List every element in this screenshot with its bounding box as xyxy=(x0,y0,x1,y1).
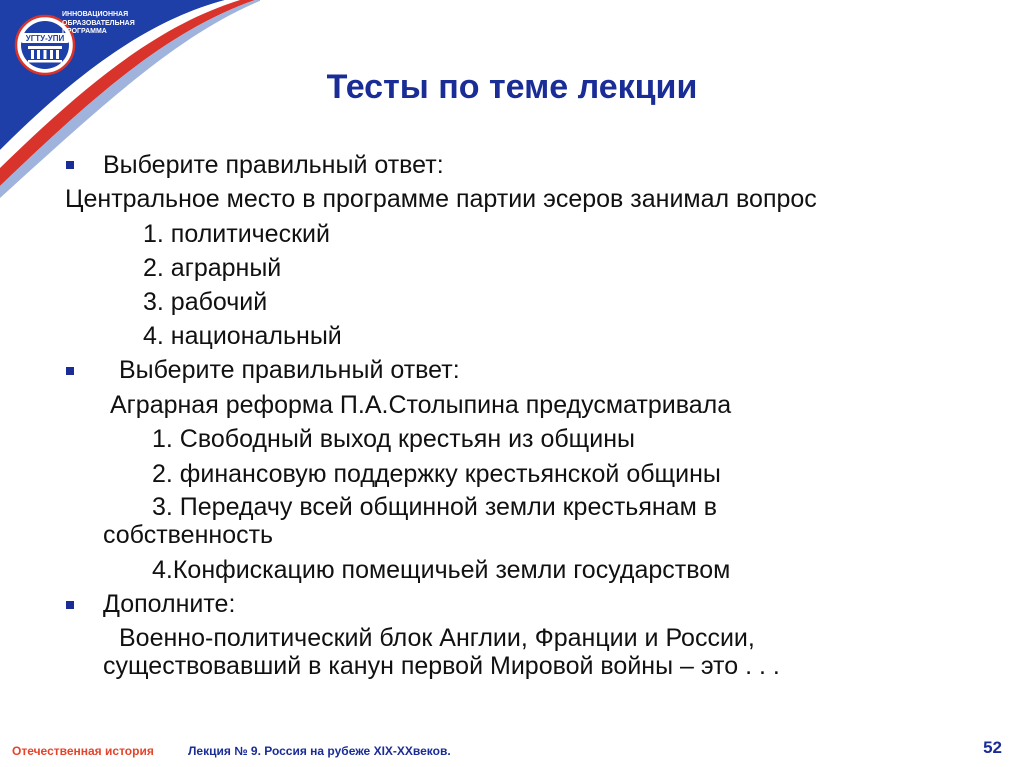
question-1-option: 3. рабочий xyxy=(143,288,268,316)
question-3-stem: Военно-политический блок Англии, Франции и России, xyxy=(119,624,755,652)
logo-tagline xyxy=(62,11,140,37)
question-1-option: 2. аграрный xyxy=(143,254,282,282)
slide-page-number: 52 xyxy=(983,738,1002,757)
logo-name: УГТУ-УПИ xyxy=(25,34,65,43)
question-1-option: 4. национальный xyxy=(143,322,342,350)
question-2-option: 2. финансовую поддержку крестьянской общины xyxy=(152,460,721,488)
footer-course-name: Отечественная история xyxy=(12,744,154,758)
question-3-stem: существовавший в канун первой Мировой войны – это . . . xyxy=(103,652,780,680)
question-2-option-continuation: собственность xyxy=(103,521,274,549)
footer-lecture-title: Лекция № 9. Россия на рубеже XIX-XXвеков. xyxy=(188,744,451,758)
bullet-square-icon xyxy=(66,161,74,169)
question-1-option: 1. политический xyxy=(143,220,330,248)
question-2-option: 4.Конфискацию помещичьей земли государством xyxy=(152,556,731,584)
logo-tagline-line: ИННОВАЦИОННАЯ xyxy=(62,11,129,18)
question-2-option: 1. Свободный выход крестьян из общины xyxy=(152,425,635,453)
question-2-option: 3. Передачу всей общинной земли крестьянам в xyxy=(152,493,717,521)
bullet-square-icon xyxy=(66,601,74,609)
bullet-square-icon xyxy=(66,367,74,375)
logo-tagline-line: ОБРАЗОВАТЕЛЬНАЯ xyxy=(62,19,135,27)
logo-tagline-line: ПРОГРАММА xyxy=(62,28,107,35)
question-2-stem: Аграрная реформа П.А.Столыпина предусматривала xyxy=(110,391,732,419)
question-2-prompt: Выберите правильный ответ: xyxy=(119,356,460,384)
slide-title: Тесты по теме лекции xyxy=(326,68,698,106)
question-1-stem: Центральное место в программе партии эсеров занимал вопрос xyxy=(65,185,817,213)
question-1-prompt: Выберите правильный ответ: xyxy=(103,151,444,179)
question-3-prompt: Дополните: xyxy=(103,590,236,618)
